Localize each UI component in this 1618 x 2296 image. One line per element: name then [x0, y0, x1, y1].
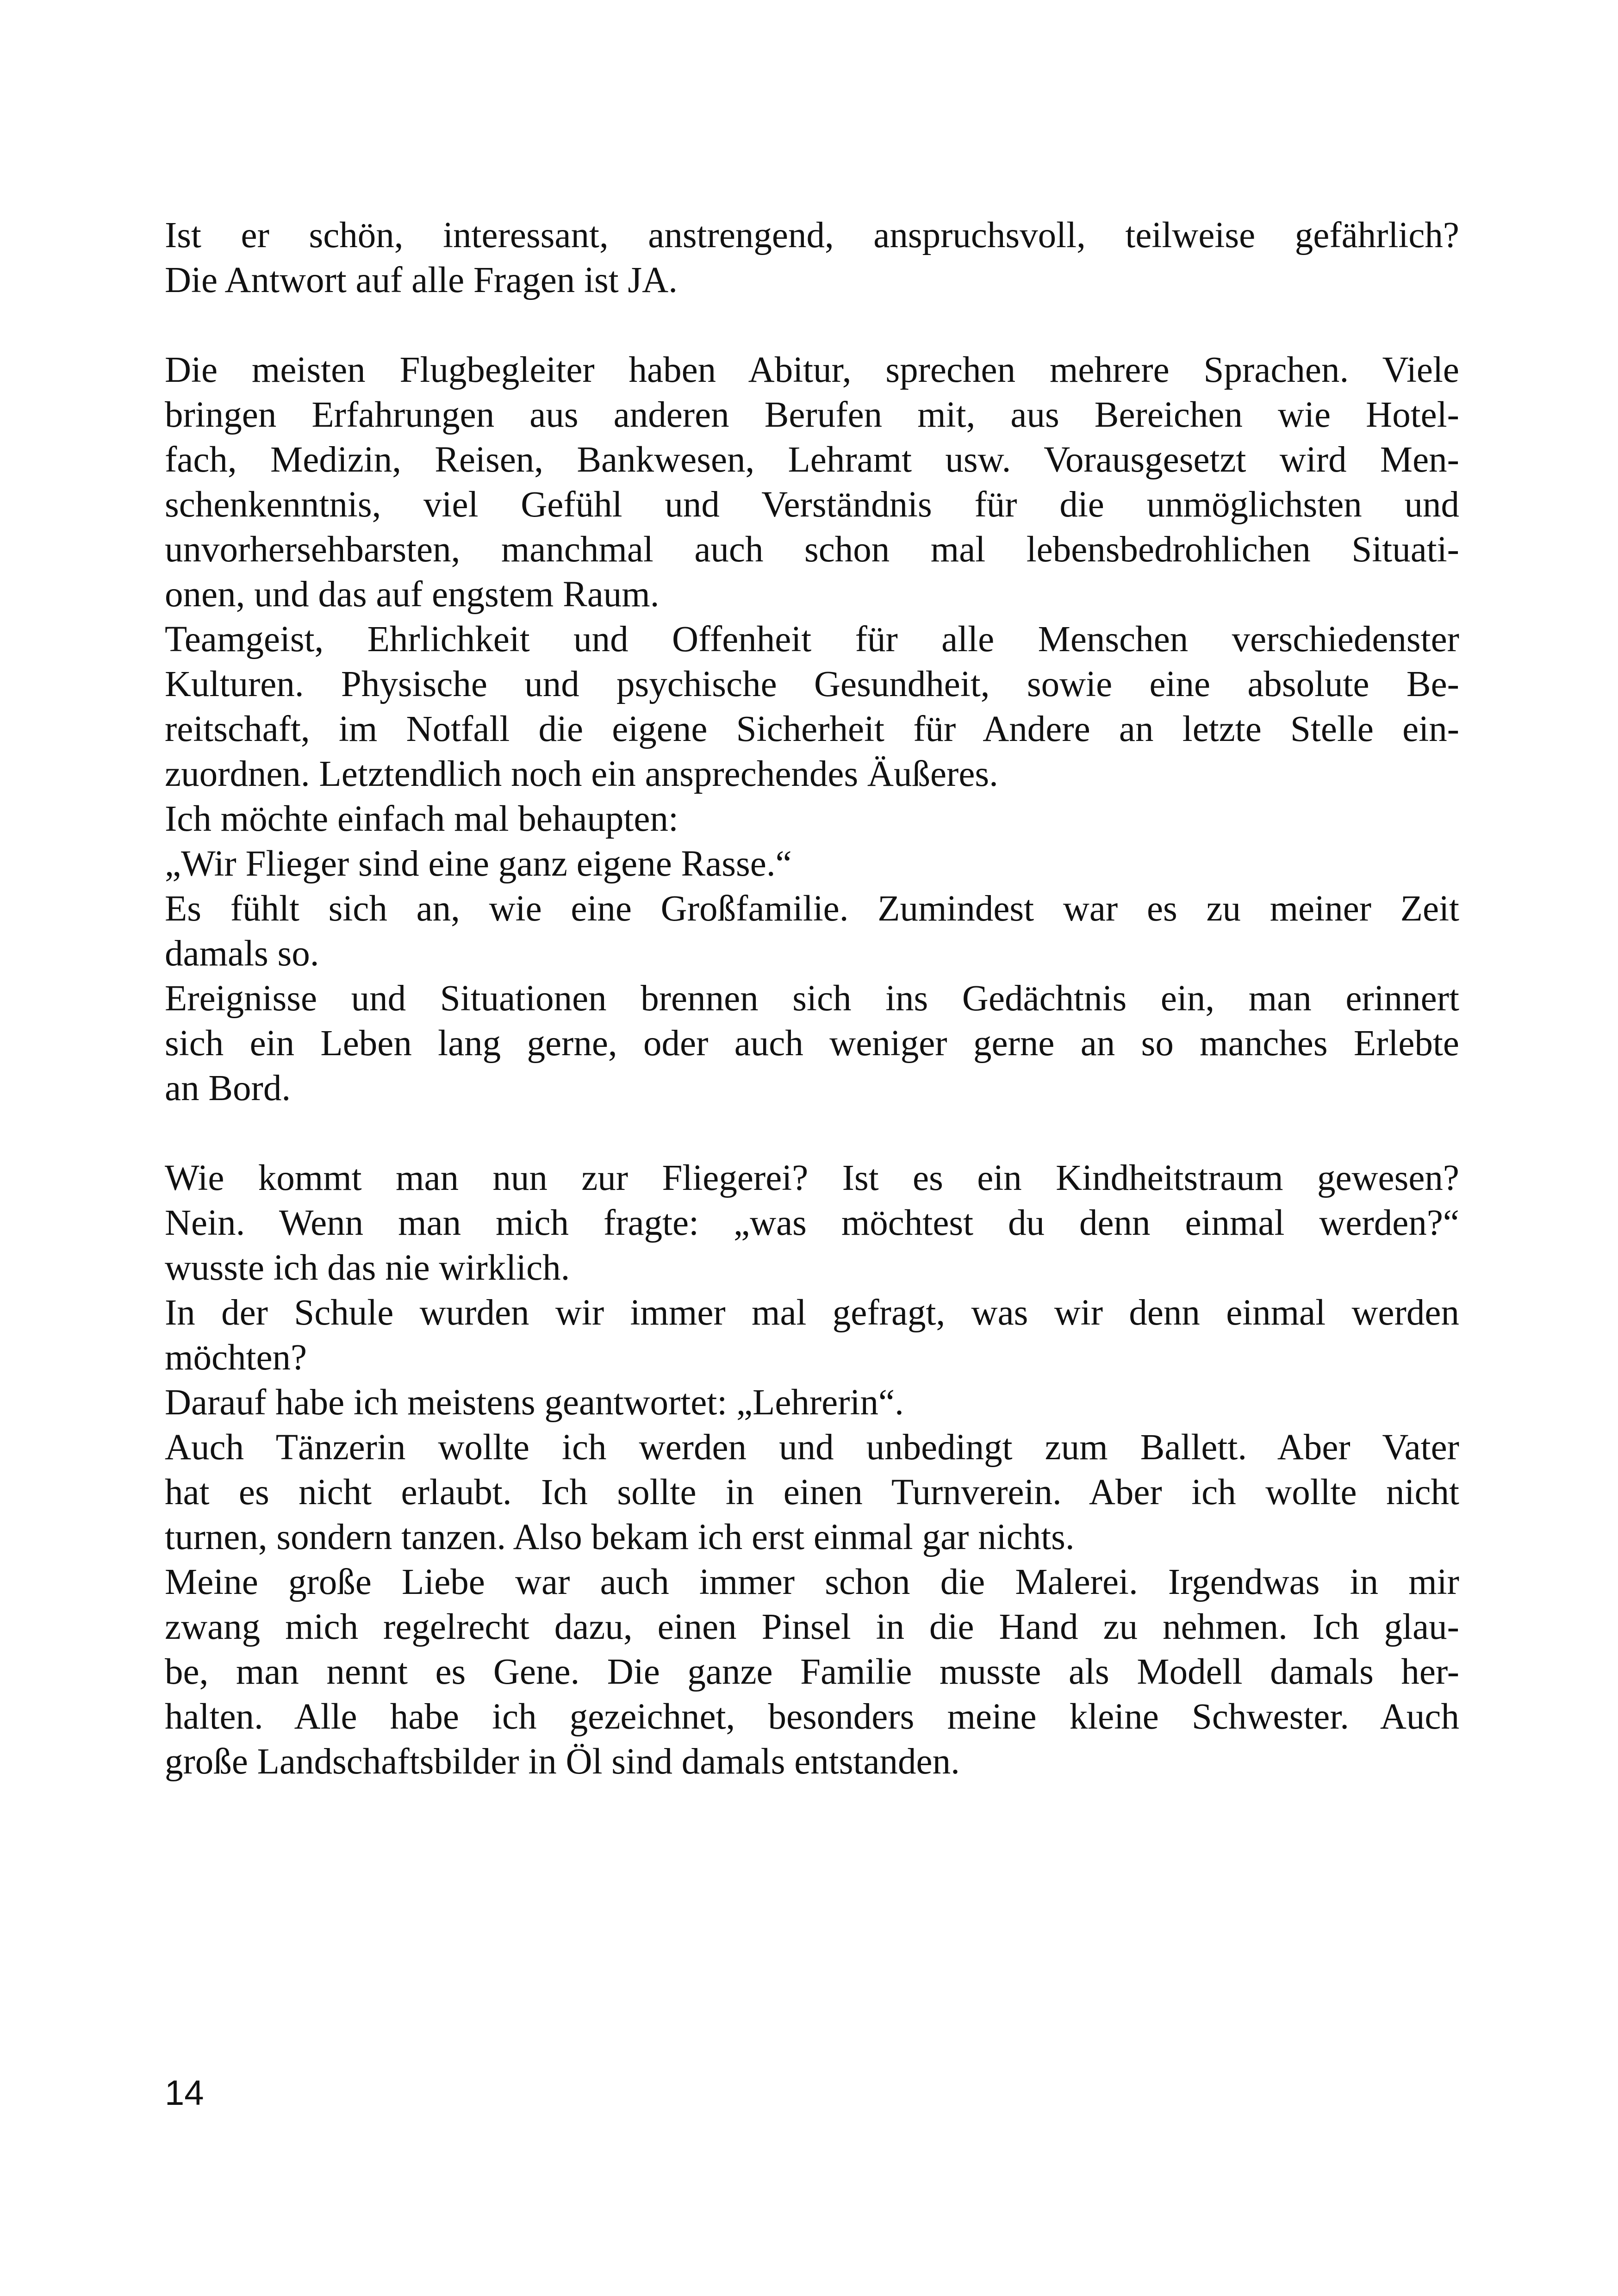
text-line: zuordnen. Letztendlich noch ein ansprechendes Äußeres.: [165, 754, 998, 794]
paragraph-gap: [165, 1111, 1459, 1156]
text-line: sich ein Leben lang gerne, oder auch weniger gerne an so manches Erlebte: [165, 1023, 1459, 1064]
paragraph-gap: [165, 303, 1459, 348]
text-line: reitschaft, im Notfall die eigene Sicherheit für Andere an letzte Stelle ein-: [165, 709, 1459, 749]
text-line: schenkenntnis, viel Gefühl und Verständnis für die unmöglichsten und: [165, 485, 1459, 525]
page-number: 14: [165, 2073, 204, 2113]
text-line: bringen Erfahrungen aus anderen Berufen mit, aus Bereichen wie Hotel-: [165, 395, 1459, 435]
text-line: In der Schule wurden wir immer mal gefragt, was wir denn einmal werden: [165, 1293, 1459, 1333]
text-line: Die meisten Flugbegleiter haben Abitur, sprechen mehrere Sprachen. Viele: [165, 350, 1459, 390]
text-line: Ich möchte einfach mal behaupten:: [165, 799, 678, 839]
text-line: Es fühlt sich an, wie eine Großfamilie. Zumindest war es zu meiner Zeit: [165, 889, 1459, 929]
text-line: Die Antwort auf alle Fragen ist JA.: [165, 260, 678, 300]
paragraph: [165, 213, 1459, 303]
text-line: Nein. Wenn man mich fragte: „was möchtest du denn einmal werden?“: [165, 1203, 1459, 1243]
text-line: zwang mich regelrecht dazu, einen Pinsel in die Hand zu nehmen. Ich glau-: [165, 1607, 1459, 1647]
paragraph: [165, 348, 1459, 1111]
text-line: turnen, sondern tanzen. Also bekam ich erst einmal gar nichts.: [165, 1517, 1075, 1557]
text-line: große Landschaftsbilder in Öl sind damals entstanden.: [165, 1742, 960, 1782]
text-line: Ist er schön, interessant, anstrengend, anspruchsvoll, teilweise gefährlich?: [165, 215, 1459, 255]
text-line: „Wir Flieger sind eine ganz eigene Rasse.“: [165, 844, 792, 884]
text-line: be, man nennt es Gene. Die ganze Familie musste als Modell damals her-: [165, 1652, 1459, 1692]
text-line: Kulturen. Physische und psychische Gesundheit, sowie eine absolute Be-: [165, 664, 1459, 704]
text-line: Auch Tänzerin wollte ich werden und unbedingt zum Ballett. Aber Vater: [165, 1427, 1459, 1468]
body-text: [165, 213, 1459, 1784]
text-line: damals so.: [165, 933, 319, 974]
text-line: möchten?: [165, 1338, 307, 1378]
text-line: an Bord.: [165, 1068, 291, 1108]
text-line: halten. Alle habe ich gezeichnet, besonders meine kleine Schwester. Auch: [165, 1697, 1459, 1737]
text-line: wusste ich das nie wirklich.: [165, 1248, 570, 1288]
text-line: Meine große Liebe war auch immer schon die Malerei. Irgendwas in mir: [165, 1562, 1459, 1602]
text-line: hat es nicht erlaubt. Ich sollte in einen Turnverein. Aber ich wollte nicht: [165, 1472, 1459, 1512]
paragraph: [165, 1156, 1459, 1784]
text-line: Darauf habe ich meistens geantwortet: „Lehrerin“.: [165, 1382, 904, 1423]
text-line: Ereignisse und Situationen brennen sich ins Gedächtnis ein, man erinnert: [165, 978, 1459, 1019]
text-line: unvorhersehbarsten, manchmal auch schon mal lebensbedrohlichen Situati-: [165, 529, 1459, 570]
text-line: Teamgeist, Ehrlichkeit und Offenheit für alle Menschen verschiedenster: [165, 619, 1459, 660]
text-line: fach, Medizin, Reisen, Bankwesen, Lehramt usw. Vorausgesetzt wird Men-: [165, 440, 1459, 480]
text-line: Wie kommt man nun zur Fliegerei? Ist es ein Kindheitstraum gewesen?: [165, 1158, 1459, 1198]
text-line: onen, und das auf engstem Raum.: [165, 574, 660, 615]
